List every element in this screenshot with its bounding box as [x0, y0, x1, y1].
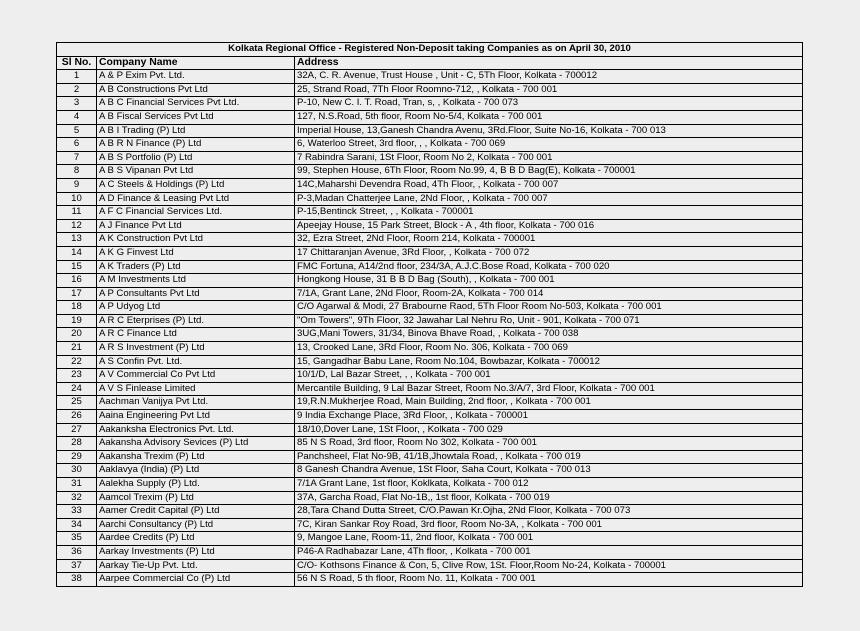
cell-sl-no: 32	[57, 491, 97, 505]
cell-address: 9 India Exchange Place, 3Rd Floor, , Kolkata - 700001	[295, 410, 803, 424]
cell-address: Imperial House, 13,Ganesh Chandra Avenu, 3Rd.Floor, Suite No-16, Kolkata - 700 013	[295, 124, 803, 138]
table-row	[57, 260, 803, 274]
table-row	[57, 274, 803, 288]
cell-sl-no: 22	[57, 355, 97, 369]
cell-address: 32, Ezra Street, 2Nd Floor, Room 214, Kolkata - 700001	[295, 233, 803, 247]
cell-sl-no: 5	[57, 124, 97, 138]
cell-company-name: A D Finance & Leasing Pvt Ltd	[97, 192, 295, 206]
cell-company-name: Aaklavya (India) (P) Ltd	[97, 464, 295, 478]
cell-company-name: Aardee Credits (P) Ltd	[97, 532, 295, 546]
companies-table	[56, 42, 803, 587]
cell-sl-no: 33	[57, 505, 97, 519]
cell-sl-no: 24	[57, 382, 97, 396]
table-row	[57, 478, 803, 492]
cell-sl-no: 8	[57, 165, 97, 179]
table-row	[57, 437, 803, 451]
table-row	[57, 206, 803, 220]
cell-sl-no: 27	[57, 423, 97, 437]
cell-sl-no: 37	[57, 559, 97, 573]
cell-sl-no: 18	[57, 301, 97, 315]
table-row	[57, 124, 803, 138]
table-row	[57, 369, 803, 383]
cell-sl-no: 2	[57, 83, 97, 97]
cell-sl-no: 26	[57, 410, 97, 424]
cell-sl-no: 29	[57, 450, 97, 464]
cell-company-name: A P Udyog Ltd	[97, 301, 295, 315]
cell-address: 25, Strand Road, 7Th Floor Roomno-712, , Kolkata - 700 001	[295, 83, 803, 97]
cell-address: 3UG,Mani Towers, 31/34, Binova Bhave Road, , Kolkata - 700 038	[295, 328, 803, 342]
table-row	[57, 165, 803, 179]
cell-sl-no: 21	[57, 342, 97, 356]
cell-address: 85 N S Road, 3rd floor, Room No 302, Kolkata - 700 001	[295, 437, 803, 451]
cell-company-name: A R C Eterprises (P) Ltd.	[97, 314, 295, 328]
cell-company-name: A K G Finvest Ltd	[97, 246, 295, 260]
table-row	[57, 138, 803, 152]
cell-address: 6, Waterloo Street, 3rd floor, , , Kolkata - 700 069	[295, 138, 803, 152]
cell-sl-no: 19	[57, 314, 97, 328]
cell-company-name: Aarchi Consultancy (P) Ltd	[97, 518, 295, 532]
table-row	[57, 518, 803, 532]
table-row	[57, 301, 803, 315]
cell-company-name: A K Traders (P) Ltd	[97, 260, 295, 274]
cell-company-name: Aaina Engineering Pvt Ltd	[97, 410, 295, 424]
cell-sl-no: 38	[57, 573, 97, 587]
cell-sl-no: 9	[57, 178, 97, 192]
cell-company-name: A R S Investment (P) Ltd	[97, 342, 295, 356]
cell-company-name: Aakansha Advisory Sevices (P) Ltd	[97, 437, 295, 451]
cell-company-name: A F C Financial Services Ltd.	[97, 206, 295, 220]
cell-address: P-10, New C. I. T. Road, Tran, s, , Kolkata - 700 073	[295, 97, 803, 111]
header-sl-no: Sl No.	[57, 56, 97, 70]
cell-company-name: A K Construction Pvt Ltd	[97, 233, 295, 247]
cell-address: 9, Mangoe Lane, Room-11, 2nd floor, Kolkata - 700 001	[295, 532, 803, 546]
cell-company-name: A B S Portfolio (P) Ltd	[97, 151, 295, 165]
cell-address: 37A, Garcha Road, Flat No-1B,, 1st floor, Kolkata - 700 019	[295, 491, 803, 505]
cell-address: 19,R.N.Mukherjee Road, Main Building, 2nd floor, , Kolkata - 700 001	[295, 396, 803, 410]
cell-company-name: A J Finance Pvt Ltd	[97, 219, 295, 233]
cell-address: 14C,Maharshi Devendra Road, 4Th Floor, , Kolkata - 700 007	[295, 178, 803, 192]
cell-address: C/O- Kothsons Finance & Con, 5, Clive Row, 1St. Floor,Room No-24, Kolkata - 700001	[295, 559, 803, 573]
table-row	[57, 423, 803, 437]
cell-address: Hongkong House, 31 B B D Bag (South), , Kolkata - 700 001	[295, 274, 803, 288]
cell-address: P-3,Madan Chatterjee Lane, 2Nd Floor, , Kolkata - 700 007	[295, 192, 803, 206]
header-company-name: Company Name	[97, 56, 295, 70]
cell-sl-no: 13	[57, 233, 97, 247]
cell-address: 32A, C. R. Avenue, Trust House , Unit - C, 5Th Floor, Kolkata - 700012	[295, 70, 803, 84]
cell-address: Panchsheel, Flat No-9B, 41/1B,Jhowtala Road, , Kolkata - 700 019	[295, 450, 803, 464]
cell-address: 127, N.S.Road, 5th floor, Room No-5/4, Kolkata - 700 001	[295, 110, 803, 124]
cell-sl-no: 31	[57, 478, 97, 492]
cell-sl-no: 17	[57, 287, 97, 301]
cell-company-name: Aarkay Tie-Up Pvt. Ltd.	[97, 559, 295, 573]
cell-sl-no: 10	[57, 192, 97, 206]
table-title-row	[57, 43, 803, 57]
table-header-row	[57, 56, 803, 70]
table-row	[57, 219, 803, 233]
table-row	[57, 342, 803, 356]
table-row	[57, 83, 803, 97]
cell-address: FMC Fortuna, A14/2nd floor, 234/3A, A.J.C.Bose Road, Kolkata - 700 020	[295, 260, 803, 274]
companies-sheet	[56, 42, 802, 587]
cell-sl-no: 11	[57, 206, 97, 220]
table-row	[57, 246, 803, 260]
cell-address: 13, Crooked Lane, 3Rd Floor, Room No. 306, Kolkata - 700 069	[295, 342, 803, 356]
table-row	[57, 192, 803, 206]
cell-company-name: A S Confin Pvt. Ltd.	[97, 355, 295, 369]
cell-sl-no: 3	[57, 97, 97, 111]
cell-address: Apeejay House, 15 Park Street, Block - A , 4th floor, Kolkata - 700 016	[295, 219, 803, 233]
cell-company-name: Aarpee Commercial Co (P) Ltd	[97, 573, 295, 587]
cell-sl-no: 34	[57, 518, 97, 532]
cell-address: 99, Stephen House, 6Th Floor, Room No.99, 4, B B D Bag(E), Kolkata - 700001	[295, 165, 803, 179]
cell-sl-no: 30	[57, 464, 97, 478]
table-title: Kolkata Regional Office - Registered Non-Deposit taking Companies as on April 30, 2010	[57, 43, 803, 57]
cell-address: Mercantile Building, 9 Lal Bazar Street, Room No.3/A/7, 3rd Floor, Kolkata - 700 001	[295, 382, 803, 396]
cell-company-name: A B Constructions Pvt Ltd	[97, 83, 295, 97]
cell-company-name: Aachman Vanijya Pvt Ltd.	[97, 396, 295, 410]
cell-sl-no: 20	[57, 328, 97, 342]
cell-company-name: A V Commercial Co Pvt Ltd	[97, 369, 295, 383]
table-row	[57, 396, 803, 410]
table-row	[57, 287, 803, 301]
cell-address: 10/1/D, Lal Bazar Street, , , Kolkata - 700 001	[295, 369, 803, 383]
cell-company-name: A B R N Finance (P) Ltd	[97, 138, 295, 152]
table-row	[57, 97, 803, 111]
cell-company-name: Aamer Credit Capital (P) Ltd	[97, 505, 295, 519]
cell-address: 56 N S Road, 5 th floor, Room No. 11, Kolkata - 700 001	[295, 573, 803, 587]
cell-address: P-15,Bentinck Street, , , Kolkata - 700001	[295, 206, 803, 220]
cell-company-name: Aamcol Trexim (P) Ltd	[97, 491, 295, 505]
cell-address: 7 Rabindra Sarani, 1St Floor, Room No 2, Kolkata - 700 001	[295, 151, 803, 165]
cell-address: 15, Gangadhar Babu Lane, Room No.104, Bowbazar, Kolkata - 700012	[295, 355, 803, 369]
cell-company-name: A B C Financial Services Pvt Ltd.	[97, 97, 295, 111]
table-row	[57, 559, 803, 573]
table-row	[57, 178, 803, 192]
cell-sl-no: 6	[57, 138, 97, 152]
cell-company-name: Aalekha Supply (P) Ltd.	[97, 478, 295, 492]
cell-address: 8 Ganesh Chandra Avenue, 1St Floor, Saha Court, Kolkata - 700 013	[295, 464, 803, 478]
cell-sl-no: 4	[57, 110, 97, 124]
table-row	[57, 328, 803, 342]
cell-sl-no: 25	[57, 396, 97, 410]
table-body	[57, 70, 803, 587]
table-row	[57, 464, 803, 478]
cell-sl-no: 15	[57, 260, 97, 274]
cell-sl-no: 23	[57, 369, 97, 383]
cell-sl-no: 36	[57, 545, 97, 559]
cell-sl-no: 7	[57, 151, 97, 165]
cell-company-name: Aakansha Trexim (P) Ltd	[97, 450, 295, 464]
table-row	[57, 532, 803, 546]
table-row	[57, 505, 803, 519]
cell-sl-no: 14	[57, 246, 97, 260]
cell-company-name: A B Fiscal Services Pvt Ltd	[97, 110, 295, 124]
cell-address: 7C, Kiran Sankar Roy Road, 3rd floor, Room No-3A, , Kolkata - 700 001	[295, 518, 803, 532]
cell-sl-no: 16	[57, 274, 97, 288]
table-row	[57, 450, 803, 464]
cell-address: "Om Towers", 9Th Floor, 32 Jawahar Lal Nehru Ro, Unit - 901, Kolkata - 700 071	[295, 314, 803, 328]
cell-company-name: Aakanksha Electronics Pvt. Ltd.	[97, 423, 295, 437]
cell-address: 7/1A Grant Lane, 1st floor, Koklkata, Kolkata - 700 012	[295, 478, 803, 492]
cell-sl-no: 35	[57, 532, 97, 546]
cell-company-name: A C Steels & Holdings (P) Ltd	[97, 178, 295, 192]
cell-company-name: A & P Exim Pvt. Ltd.	[97, 70, 295, 84]
cell-company-name: A V S Finlease Limited	[97, 382, 295, 396]
cell-address: 28,Tara Chand Dutta Street, C/O.Pawan Kr.Ojha, 2Nd Floor, Kolkata - 700 073	[295, 505, 803, 519]
table-row	[57, 70, 803, 84]
table-row	[57, 573, 803, 587]
table-row	[57, 233, 803, 247]
cell-company-name: A B I Trading (P) Ltd	[97, 124, 295, 138]
cell-company-name: A M Investments Ltd	[97, 274, 295, 288]
table-row	[57, 355, 803, 369]
table-row	[57, 382, 803, 396]
cell-address: 18/10,Dover Lane, 1St Floor, , Kolkata - 700 029	[295, 423, 803, 437]
cell-company-name: A R C Finance Ltd	[97, 328, 295, 342]
cell-address: C/O Agarwal & Modi, 27 Brabourne Raod, 5Th Floor Room No-503, Kolkata - 700 001	[295, 301, 803, 315]
header-address: Address	[295, 56, 803, 70]
table-row	[57, 151, 803, 165]
cell-address: 7/1A, Grant Lane, 2Nd Floor, Room-2A, Kolkata - 700 014	[295, 287, 803, 301]
table-row	[57, 110, 803, 124]
table-row	[57, 491, 803, 505]
table-row	[57, 410, 803, 424]
cell-address: 17 Chittaranjan Avenue, 3Rd Floor, , Kolkata - 700 072	[295, 246, 803, 260]
table-row	[57, 545, 803, 559]
cell-sl-no: 12	[57, 219, 97, 233]
cell-address: P46-A Radhabazar Lane, 4Th floor, , Kolkata - 700 001	[295, 545, 803, 559]
cell-sl-no: 28	[57, 437, 97, 451]
cell-company-name: Aarkay Investments (P) Ltd	[97, 545, 295, 559]
cell-company-name: A B S Vipanan Pvt Ltd	[97, 165, 295, 179]
table-row	[57, 314, 803, 328]
cell-company-name: A P Consultants Pvt Ltd	[97, 287, 295, 301]
cell-sl-no: 1	[57, 70, 97, 84]
